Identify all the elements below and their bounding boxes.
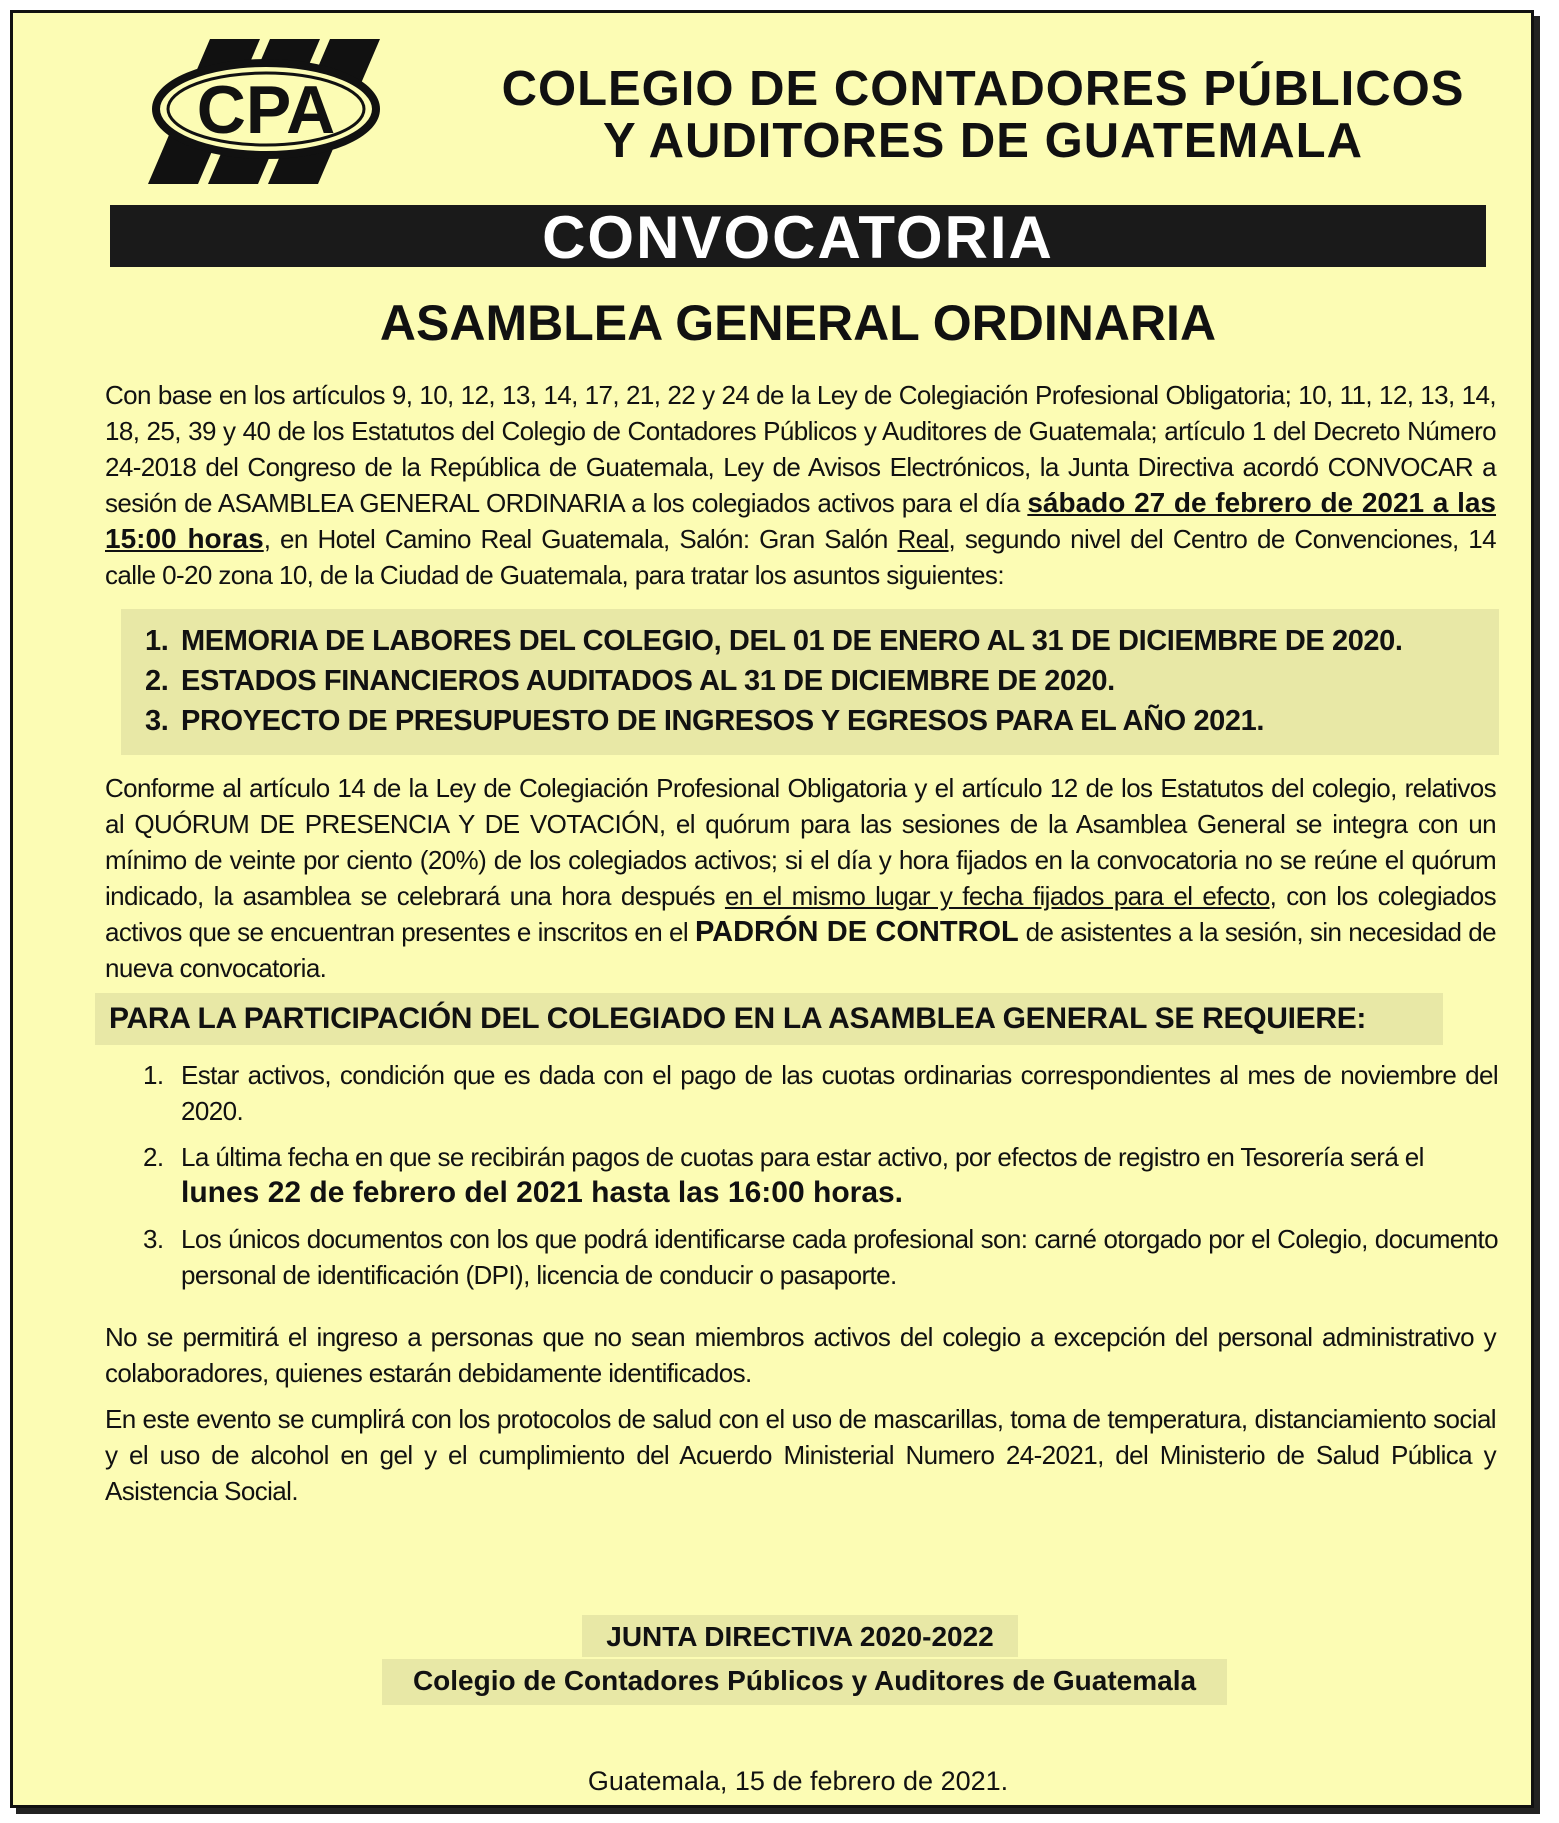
requirements-heading: PARA LA PARTICIPACIÓN DEL COLEGIADO EN LA ASAMBLEA GENERAL SE REQUIERE: bbox=[109, 1002, 1367, 1035]
requirement-item bbox=[143, 1057, 1498, 1129]
agenda-item bbox=[145, 663, 1115, 699]
quorum-text-2: , con los colegiados activos que se encuentran presentes e inscritos en el bbox=[105, 881, 1496, 947]
date-line: Guatemala, 15 de febrero de 2021. bbox=[587, 1766, 1009, 1796]
convocatoria-title: CONVOCATORIA bbox=[542, 204, 1054, 271]
intro-text-3: , segundo nivel del Centro de Convenciones, 14 calle 0-20 zona 10, de la Ciudad de Guatemala, para tratar los asuntos siguientes: bbox=[105, 524, 1497, 590]
health-protocol-notice: En este evento se cumplirá con los protocolos de salud con el uso de mascarillas, toma de temperatura, distanciamiento social y el uso de alcohol en gel y el cumplimiento del Acuerdo Ministerial Numero 24-2021, del Ministerio de Salud Pública y Asistencia Social. bbox=[105, 1404, 1496, 1506]
agenda-item bbox=[145, 703, 1264, 739]
agenda-text: ESTADOS FINANCIEROS AUDITADOS AL 31 DE DICIEMBRE DE 2020. bbox=[181, 665, 1115, 697]
signature-board: JUNTA DIRECTIVA 2020-2022 bbox=[606, 1621, 994, 1652]
agenda-text: MEMORIA DE LABORES DEL COLEGIO, DEL 01 DE ENERO AL 31 DE DICIEMBRE DE 2020. bbox=[181, 625, 1403, 657]
quorum-underlined-text: en el mismo lugar y fecha fijados para el efecto bbox=[724, 881, 1270, 911]
organization-title-line2: Y AUDITORES DE GUATEMALA bbox=[603, 114, 1363, 168]
entry-notice: No se permitirá el ingreso a personas que no sean miembros activos del colegio a excepción del personal administrativo y colaboradores, quienes estarán debidamente identificados. bbox=[105, 1322, 1496, 1388]
intro-text-2: , en Hotel Camino Real Guatemala, Salón: Gran Salón bbox=[263, 524, 898, 554]
payment-deadline-bold: lunes 22 de febrero del 2021 hasta las 16:00 horas. bbox=[181, 1176, 904, 1209]
quorum-text-3: de asistentes a la sesión, sin necesidad de nueva convocatoria. bbox=[105, 917, 1496, 983]
padron-control-bold: PADRÓN DE CONTROL bbox=[694, 916, 1019, 948]
meeting-date-highlight: sábado 27 de febrero de 2021 a las 15:00 horas bbox=[105, 487, 1496, 554]
requirement-number: 1. bbox=[143, 1060, 164, 1090]
requirement-item bbox=[143, 1221, 1498, 1293]
agenda-number: 3. bbox=[145, 705, 169, 737]
cpa-logo bbox=[148, 39, 388, 184]
organization-title-line1: COLEGIO DE CONTADORES PÚBLICOS bbox=[501, 62, 1465, 116]
requirement-text: Los únicos documentos con los que podrá identificarse cada profesional son: carné otorgado por el Colegio, documento personal de identificación (DPI), licencia de conducir o pasaporte. bbox=[181, 1224, 1498, 1290]
agenda-number: 2. bbox=[145, 665, 169, 697]
quorum-text-1: Conforme al artículo 14 de la Ley de Colegiación Profesional Obligatoria y el artículo 12 de los Estatutos del colegio, relativos al QUÓRUM DE PRESENCIA Y DE VOTACIÓN, el quórum para las sesiones de la Asamblea General se integra con un mínimo de veinte por ciento (20%) de los colegiados activos; si el día y hora fijados en la convocatoria no se reúne el quórum indicado, la asamblea se celebrará una hora después bbox=[105, 773, 1496, 911]
requirement-number: 3. bbox=[143, 1224, 164, 1254]
intro-text-1: Con base en los artículos 9, 10, 12, 13, 14, 17, 21, 22 y 24 de la Ley de Colegiación Profesional Obligatoria; 10, 11, 12, 13, 14, 18, 25, 39 y 40 de los Estatutos del Colegio de Contadores Públicos y Auditores de Guatemala; artículo 1 del Decreto Número 24-2018 del Congreso de la República de Guatemala, Ley de Avisos Electrónicos, la Junta Directiva acordó CONVOCAR a sesión de ASAMBLEA GENERAL ORDINARIA a los colegiados activos para el día bbox=[105, 380, 1496, 518]
convocatoria-banner bbox=[110, 204, 1486, 271]
agenda-item bbox=[145, 623, 1403, 659]
signature-organization-box bbox=[382, 1659, 1227, 1705]
cpa-logo-graphic bbox=[148, 39, 388, 184]
assembly-heading: ASAMBLEA GENERAL ORDINARIA bbox=[379, 295, 1217, 351]
intro-paragraph bbox=[105, 377, 1496, 593]
agenda-number: 1. bbox=[145, 625, 169, 657]
signature-organization: Colegio de Contadores Públicos y Auditores de Guatemala bbox=[412, 1665, 1197, 1696]
requirement-text: La última fecha en que se recibirán pagos de cuotas para estar activo, por efectos de registro en Tesorería será el bbox=[181, 1142, 1424, 1172]
signature-board-box bbox=[582, 1615, 1018, 1657]
agenda-text: PROYECTO DE PRESUPUESTO DE INGRESOS Y EGRESOS PARA EL AÑO 2021. bbox=[181, 705, 1265, 737]
requirement-text: Estar activos, condición que es dada con el pago de las cuotas ordinarias correspondientes al mes de noviembre del 2020. bbox=[181, 1060, 1498, 1126]
organization-title bbox=[443, 63, 1523, 167]
requirement-body bbox=[181, 1139, 1498, 1211]
quorum-paragraph bbox=[105, 770, 1496, 986]
requirement-item bbox=[143, 1139, 1498, 1211]
requirement-number: 2. bbox=[143, 1142, 164, 1172]
cpa-logo-text: CPA bbox=[196, 72, 336, 148]
requirements-heading-box bbox=[95, 993, 1443, 1045]
notice-page bbox=[10, 10, 1534, 1808]
agenda-box bbox=[121, 609, 1499, 755]
intro-underlined-word: Real bbox=[897, 524, 949, 554]
